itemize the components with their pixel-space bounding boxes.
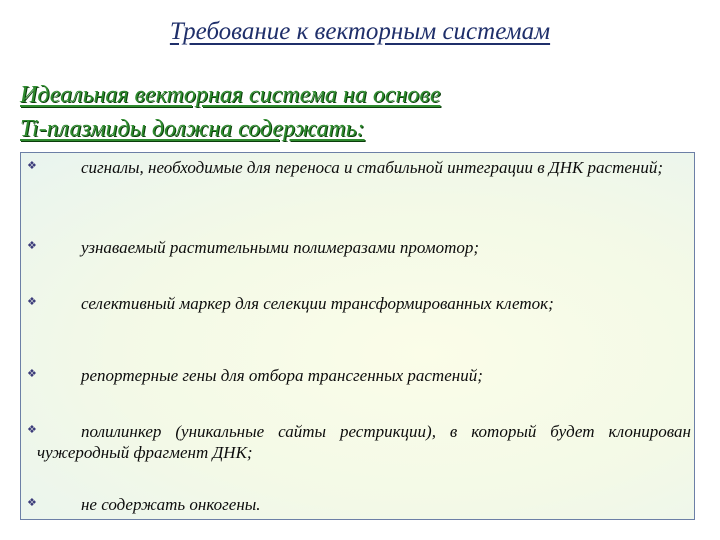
subtitle-line-2: Ti-плазмиды должна содержать: [20,116,365,142]
diamond-bullet-icon: ❖ [27,368,37,380]
list-item: ❖ репортерные гены для отбора трансгенных растений; [27,366,483,385]
requirements-box [20,152,695,520]
diamond-bullet-icon: ❖ [27,497,37,509]
list-item: ❖ узнаваемый растительными полимеразами промотор; [27,238,480,257]
diamond-bullet-icon: ❖ [27,160,37,172]
list-item: ❖ полилинкер (уникальные сайты рестрикции), в который будет клонирован чужеродный фрагмент ДНК; [27,422,691,462]
list-item: ❖ сигналы, необходимые для переноса и стабильной интеграции в ДНК растений; [27,158,664,177]
diamond-bullet-icon: ❖ [27,296,37,308]
diamond-bullet-icon: ❖ [27,240,37,252]
subtitle-line-1: Идеальная векторная система на основе [20,82,441,108]
list-item: ❖ не содержать онкогены. [27,495,261,514]
slide-title: Требование к векторным системам [169,18,551,45]
list-item: ❖ селективный маркер для селекции трансформированных клеток; [27,294,554,313]
slide-subtitle [20,78,700,146]
diamond-bullet-icon: ❖ [27,424,37,436]
